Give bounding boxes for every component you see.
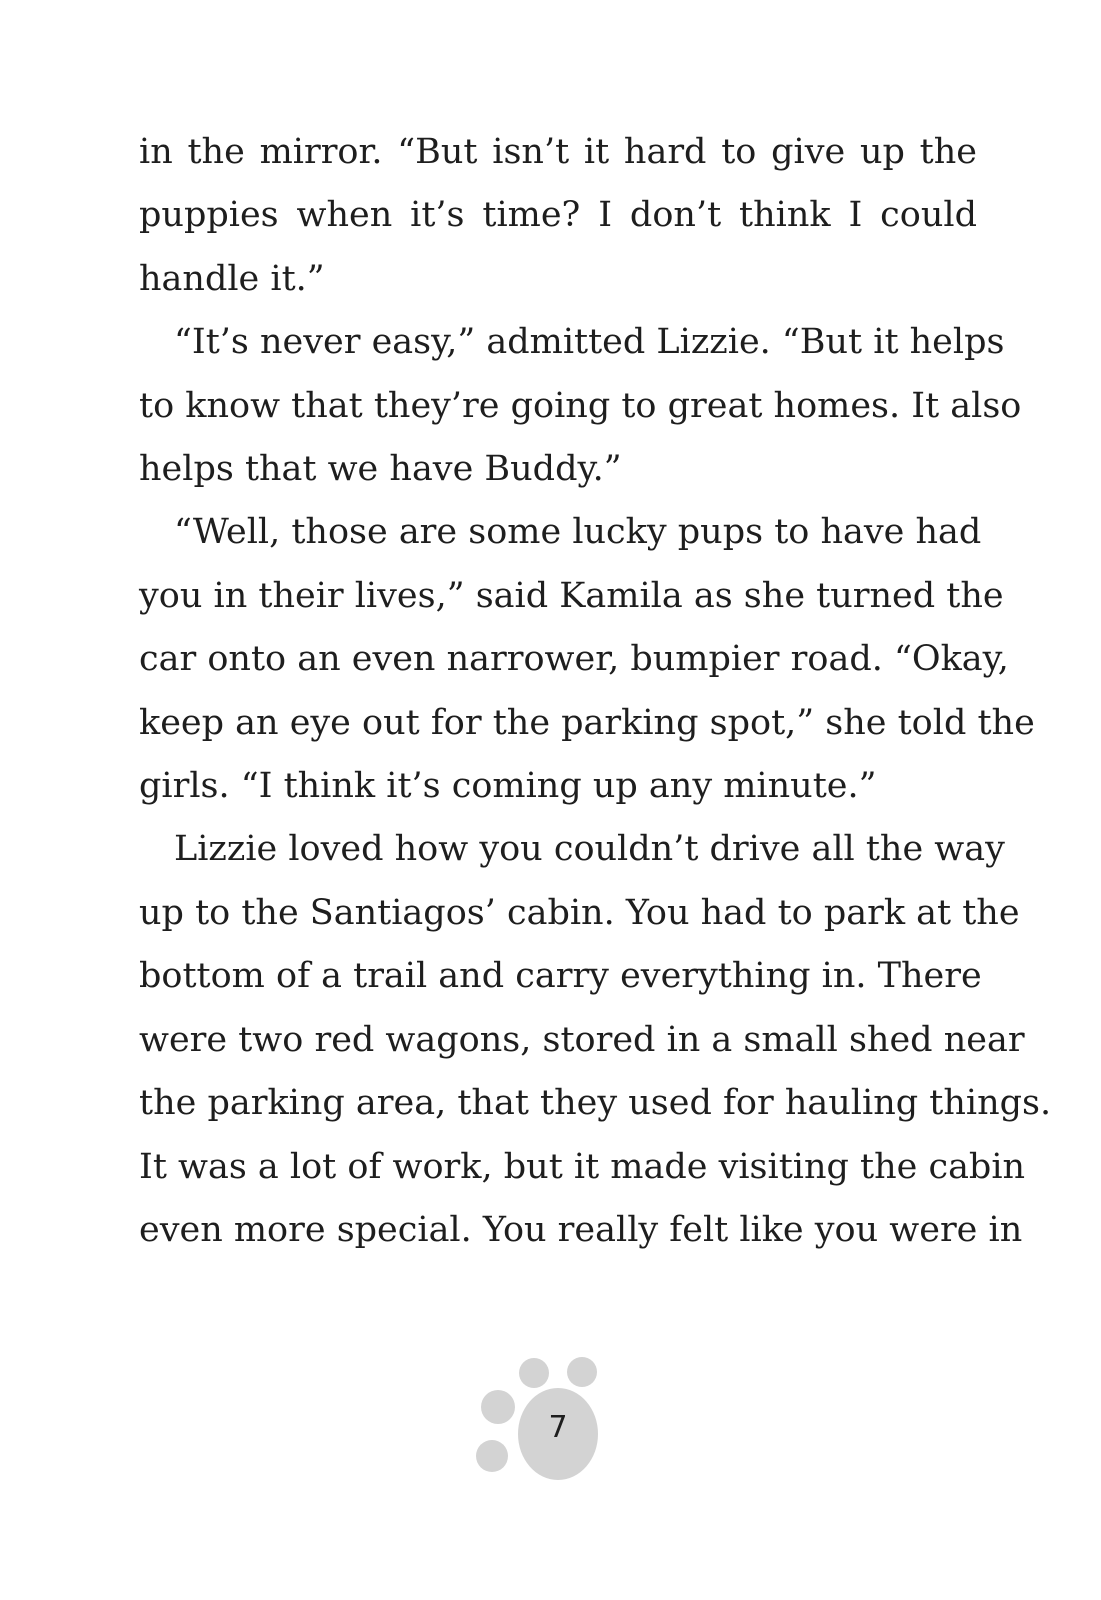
text-line: up to the Santiagos’ cabin. You had to park at the bbox=[139, 892, 1020, 933]
paw-toe-icon bbox=[567, 1357, 597, 1387]
paw-toe-icon bbox=[481, 1390, 515, 1424]
text-line: you in their lives,” said Kamila as she turned the bbox=[139, 575, 1004, 616]
text-line: in the mirror. “But isn’t it hard to give up the bbox=[139, 132, 977, 172]
text-line: bottom of a trail and carry everything in. There bbox=[139, 956, 982, 997]
text-line: puppies when it’s time? I don’t think I could bbox=[139, 195, 977, 236]
paw-toe-icon bbox=[476, 1440, 508, 1472]
text-line: girls. “I think it’s coming up any minute.” bbox=[139, 766, 877, 807]
page-number: 7 bbox=[548, 1410, 568, 1445]
text-line: were two red wagons, stored in a small shed near bbox=[139, 1019, 1025, 1060]
text-line: helps that we have Buddy.” bbox=[139, 449, 622, 490]
text-line: keep an eye out for the parking spot,” she told the bbox=[139, 702, 1035, 743]
text-line: car onto an even narrower, bumpier road. “Okay, bbox=[139, 639, 1009, 680]
text-line: Lizzie loved how you couldn’t drive all the way bbox=[174, 829, 1005, 870]
text-line: the parking area, that they used for hauling things. bbox=[139, 1083, 1052, 1124]
text-line: to know that they’re going to great homes. It also bbox=[139, 385, 1022, 426]
body-text bbox=[139, 121, 1052, 1262]
text-line: “Well, those are some lucky pups to have had bbox=[174, 512, 982, 553]
paw-toe-icon bbox=[519, 1358, 549, 1388]
text-line: “It’s never easy,” admitted Lizzie. “But it helps bbox=[174, 322, 1005, 363]
text-line: It was a lot of work, but it made visiting the cabin bbox=[139, 1146, 1026, 1187]
text-line: even more special. You really felt like you were in bbox=[139, 1209, 1023, 1250]
text-line: handle it.” bbox=[139, 258, 325, 299]
